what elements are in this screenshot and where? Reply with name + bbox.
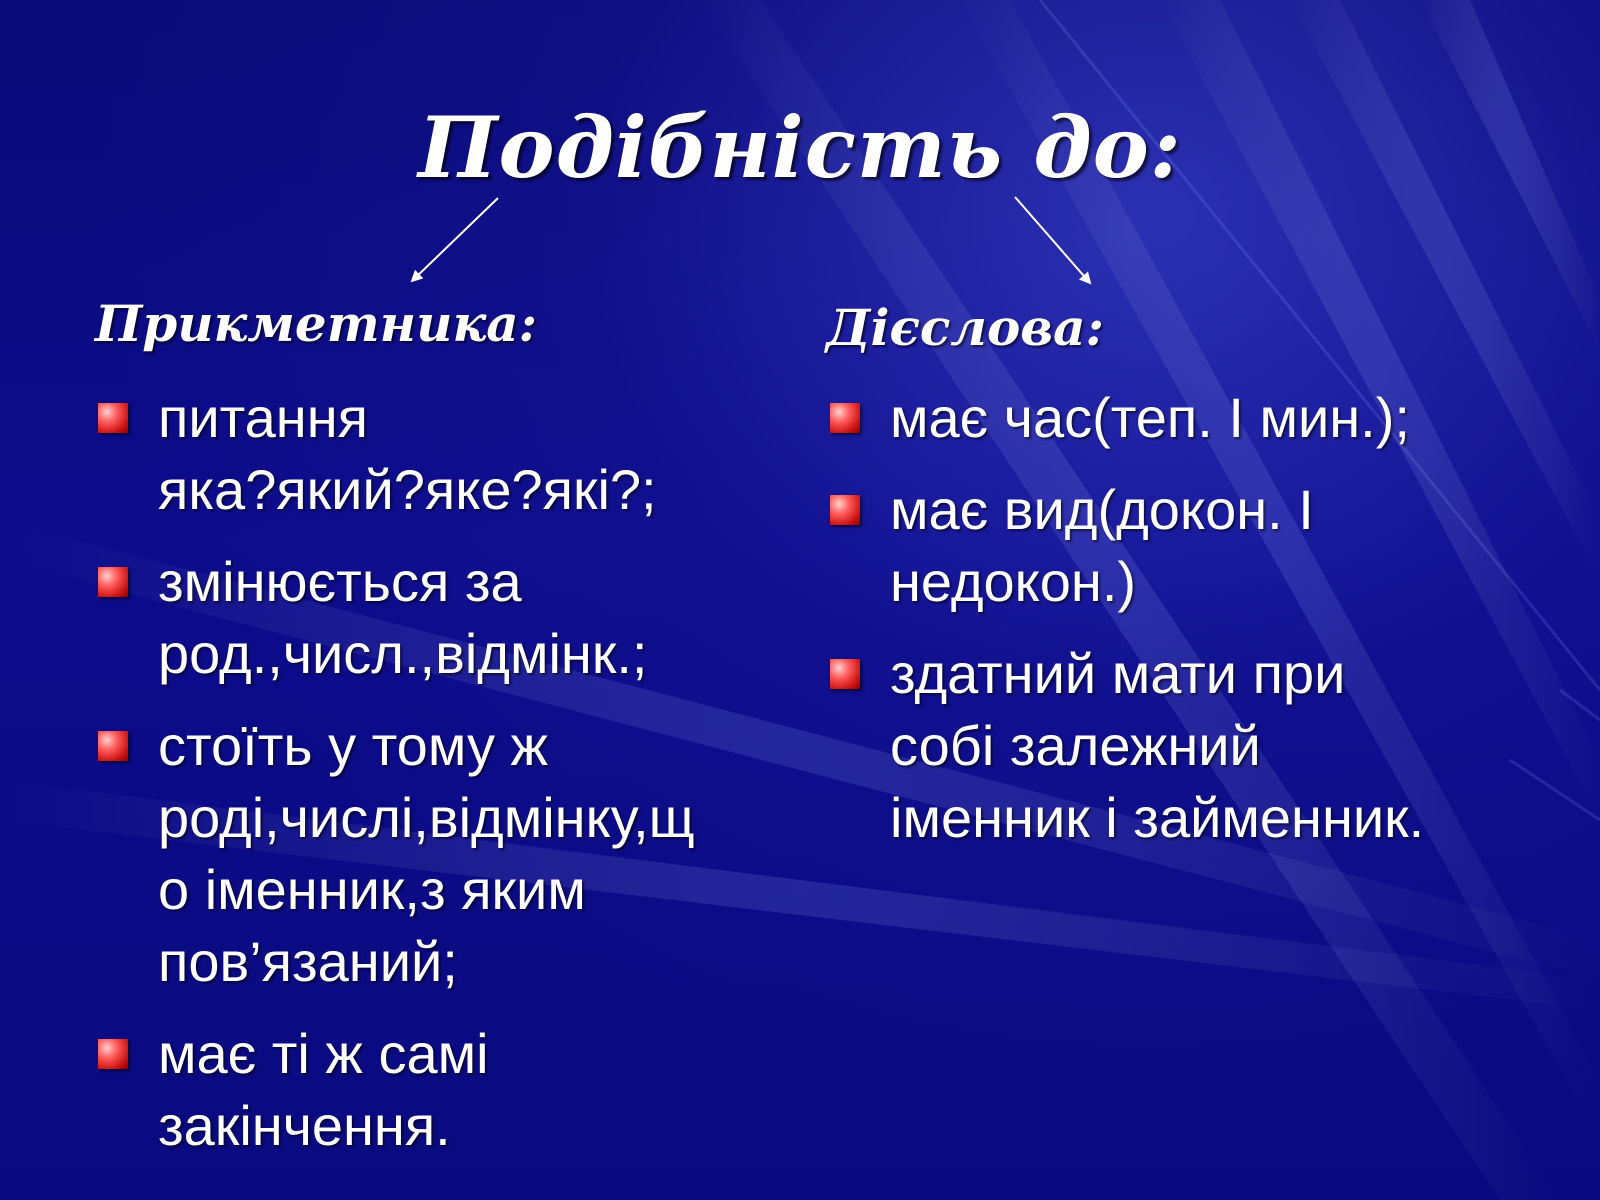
list-item-line: род.,числ.,відмінк.; <box>158 622 648 685</box>
list-item-line: пов’язаний; <box>158 930 458 993</box>
list-item-line: закінчення. <box>158 1094 451 1157</box>
left-column-heading: Прикметника: <box>95 294 538 353</box>
list-item-line: має ті ж самі <box>158 1022 489 1085</box>
list-item <box>830 474 1570 618</box>
red-square-bullet-icon <box>98 403 128 433</box>
left-bullet-list <box>98 382 778 1182</box>
list-item <box>98 546 778 690</box>
list-item <box>830 638 1570 854</box>
red-square-bullet-icon <box>830 403 860 433</box>
list-item <box>830 382 1570 454</box>
list-item-line: собі залежний <box>890 714 1261 777</box>
list-item-line: яка?який?яке?які?; <box>158 458 657 521</box>
red-square-bullet-icon <box>98 567 128 597</box>
list-item-line: має вид(докон. І <box>890 478 1314 541</box>
red-square-bullet-icon <box>98 1039 128 1069</box>
list-item <box>98 710 778 998</box>
list-item-line: о іменник,з яким <box>158 858 586 921</box>
list-item-line: змінюється за <box>158 550 522 613</box>
list-item-line: стоїть у тому ж <box>158 714 548 777</box>
red-square-bullet-icon <box>98 731 128 761</box>
right-bullet-list <box>830 382 1570 874</box>
red-square-bullet-icon <box>830 495 860 525</box>
list-item-line: іменник і займенник. <box>890 786 1425 849</box>
list-item <box>98 382 778 526</box>
list-item-line: має час(теп. І мин.); <box>890 386 1410 449</box>
list-item-line: питання <box>158 386 368 449</box>
list-item-line: недокон.) <box>890 550 1137 613</box>
list-item-line: роді,числі,відмінку,щ <box>158 786 695 849</box>
right-column-heading: Дієслова: <box>826 298 1104 357</box>
slide-title: Подібність до: <box>418 98 1182 197</box>
list-item-line: здатний мати при <box>890 642 1346 705</box>
list-item <box>98 1018 778 1162</box>
red-square-bullet-icon <box>830 659 860 689</box>
